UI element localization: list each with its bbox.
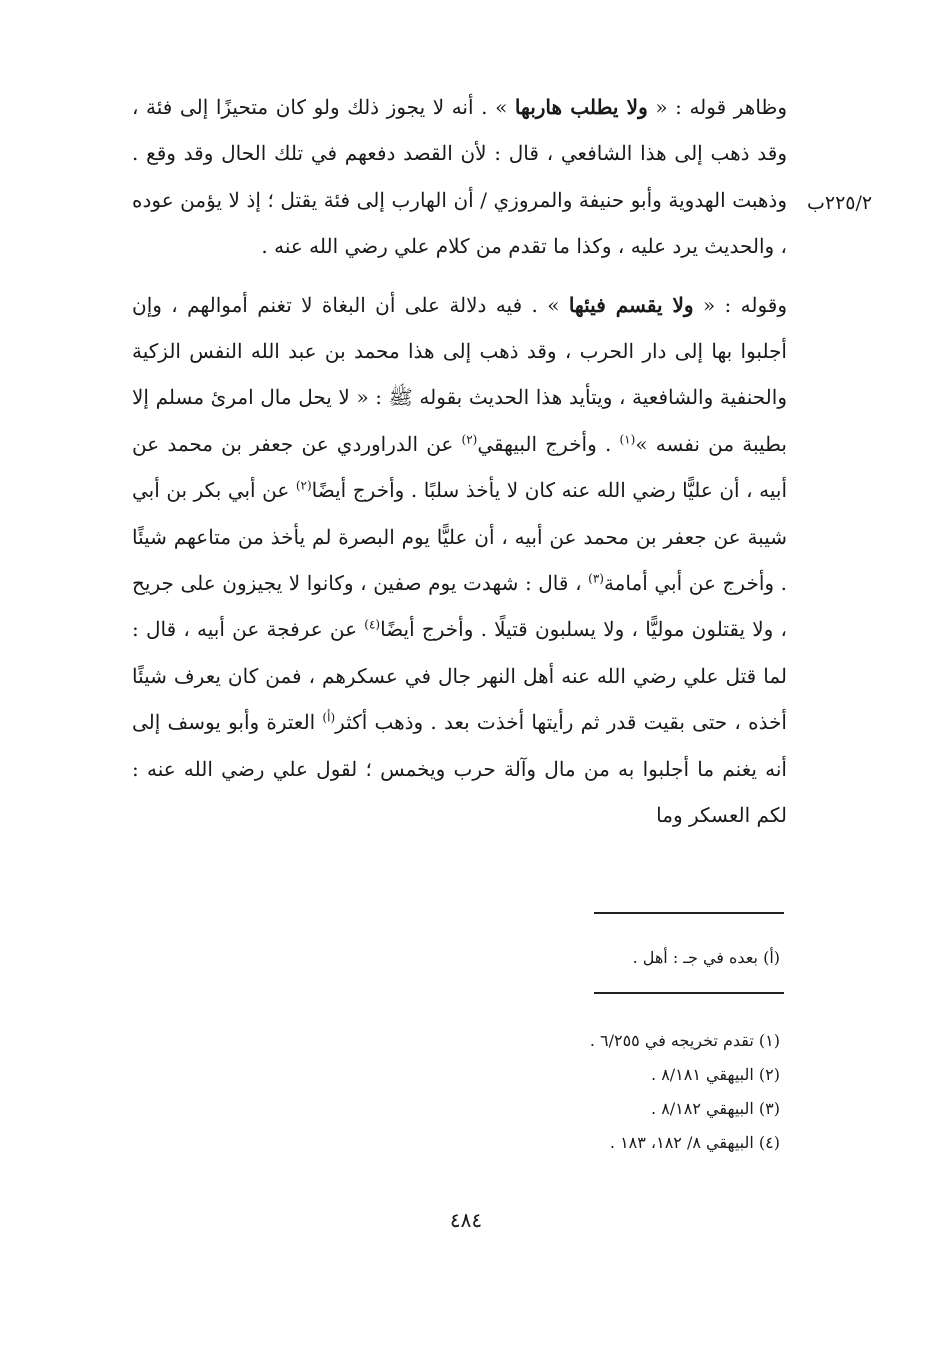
paragraph-1-text: » . أنه لا يجوز ذلك ولو كان متحيزًا إلى فئة ، وقد ذهب إلى هذا الشافعي ، قال : لأن القصد دفعهم في تلك الحال وقد وقع . وذهبت الهدوية وأبو حنيفة والمروزي / أن الهارب إلى فئة يقتل ؛ إذ لا يؤمن عوده ، والحديث يرد عليه ، وكذا ما تقدم من كلام علي رضي الله عنه . xyxy=(132,95,787,259)
variant-ref[interactable]: (أ) xyxy=(322,710,336,725)
paragraph-2 xyxy=(132,282,787,839)
footnote-item: (١) تقدم تخريجه في ٦/٢٥٥ . xyxy=(589,1031,780,1050)
footnote-item: (٢) البيهقي ٨/١٨١ . xyxy=(651,1065,780,1084)
paragraph-2-text: عن الدراوردي عن جعفر بن محمد عن أبيه ، أن عليًّا رضي الله عنه كان لا يأخذ سلبًا . وأخرج أيضًا xyxy=(132,431,788,503)
footnotes-list xyxy=(590,1024,780,1160)
variant-reading-note: (أ) بعده في جـ : أهل . xyxy=(632,948,780,967)
footnote-ref[interactable]: (١) xyxy=(619,432,636,447)
footnote-ref[interactable]: (٣) xyxy=(588,571,604,586)
footnote-item: (٤) البيهقي ٨/ ١٨٢، ١٨٣ . xyxy=(609,1133,780,1152)
paragraph-1 xyxy=(132,84,787,270)
paragraph-2-text: ، قال : شهدت يوم صفين ، وكانوا لا يجيزون على جريح ، ولا يقتلون موليًّا ، ولا يسلبون قتيلًا . وأخرج أيضًا xyxy=(132,571,787,642)
footnote-ref[interactable]: (٢) xyxy=(295,478,312,493)
paragraph-1-hadith-quote: ولا يطلب هاربها xyxy=(514,95,648,119)
paragraph-1-lead: وظاهر قوله : « xyxy=(647,95,787,119)
main-text xyxy=(132,84,787,839)
footnote-ref[interactable]: (٤) xyxy=(364,617,381,632)
page-number: ٤٨٤ xyxy=(449,1208,483,1232)
paragraph-2-text: العترة وأبو يوسف إلى أنه يغنم ما أجلبوا به من مال وآلة حرب ويخمس ؛ لقول علي رضي الله عنه : لكم العسكر وما xyxy=(132,710,787,828)
paragraph-2-text: عن عرفجة عن أبيه ، قال : لما قتل علي رضي الله عنه أهل النهر جال في عسكرهم ، فمن كان يعرف شيئًا أخذه ، حتى بقيت قدر ثم رأيتها أخذت بعد . وذهب أكثر xyxy=(132,617,787,735)
footnote-item: (٣) البيهقي ٨/١٨٢ . xyxy=(651,1099,780,1118)
manuscript-folio-note: ٢٢٥/٢ب xyxy=(807,192,873,214)
paragraph-2-text: عن أبي بكر بن أبي شيبة عن جعفر بن محمد عن أبيه ، أن عليًّا يوم البصرة لم يأخذ من متاعهم شيئًا . وأخرج عن أبي أمامة xyxy=(132,478,787,596)
paragraph-2-text: » . فيه دلالة على أن البغاة لا تغنم أموالهم ، وإن أجلبوا بها إلى دار الحرب ، وقد ذهب إلى هذا محمد بن عبد الله النفس الزكية والحنفية والشافعية ، ويتأيد هذا الحديث بقوله ﷺ : « لا يحل مال امرئ مسلم إلا بطيبة من نفسه » xyxy=(132,292,788,456)
footnote-ref[interactable]: (٢) xyxy=(461,432,478,447)
paragraph-2-text: . وأخرج البيهقي xyxy=(477,431,620,456)
divider-rule xyxy=(594,912,784,914)
paragraph-2-lead: وقوله : « xyxy=(693,292,788,317)
paragraph-2-hadith-quote: ولا يقسم فيئها xyxy=(568,292,694,317)
divider-rule xyxy=(594,992,784,994)
